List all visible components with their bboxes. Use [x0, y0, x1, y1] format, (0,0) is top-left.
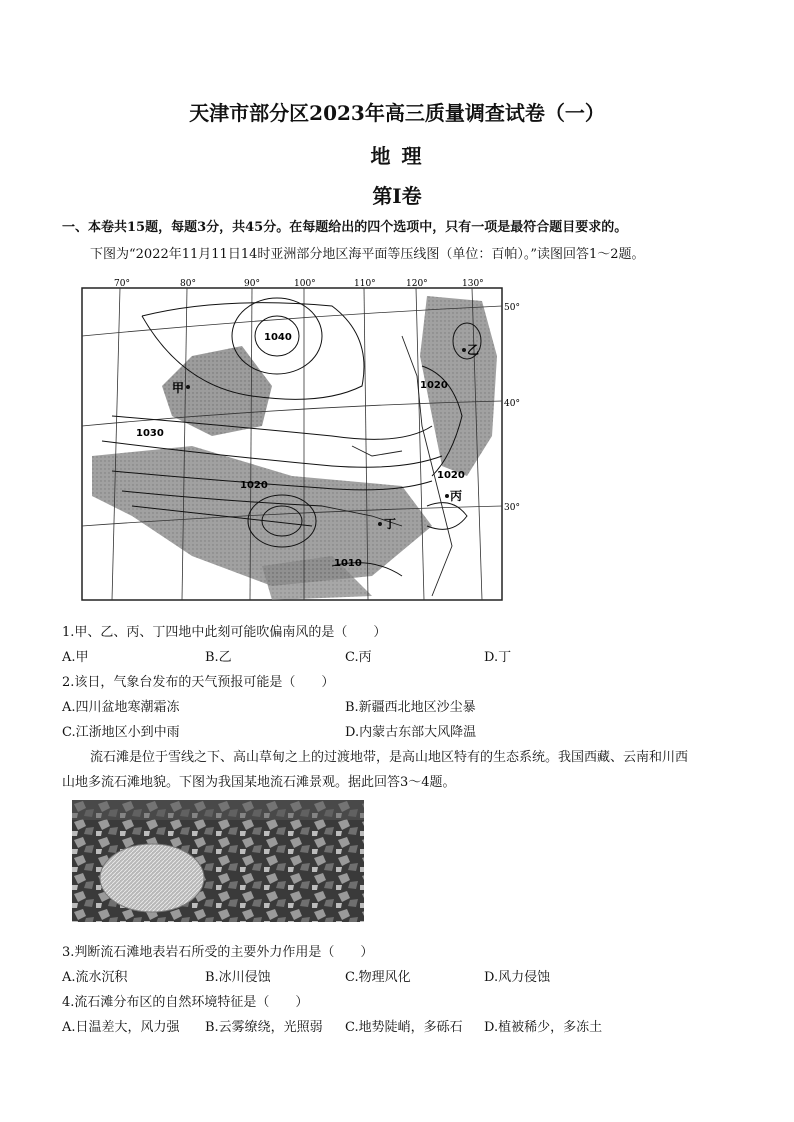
- scree-photo: [72, 800, 364, 922]
- place-marker: [445, 494, 449, 498]
- question-1-stem: 1.甲、乙、丙、丁四地中此刻可能吹偏南风的是（ ）: [62, 625, 387, 640]
- question-1-option-a[interactable]: A.甲: [62, 650, 89, 665]
- place-marker: [186, 385, 190, 389]
- question-4-option-a[interactable]: A.日温差大，风力强: [62, 1020, 180, 1035]
- question-2-option-a[interactable]: A.四川盆地寒潮霜冻: [62, 700, 180, 715]
- isobar-label: 1040: [264, 332, 292, 343]
- place-marker: [462, 348, 466, 352]
- place-label-bing: 丙: [450, 489, 463, 503]
- latitude-label: 30°: [504, 503, 520, 513]
- isobar-label: 1030: [136, 428, 164, 439]
- subject-title: 地 理: [370, 144, 424, 168]
- question-4-option-c[interactable]: C.地势陡峭，多砾石: [345, 1020, 463, 1035]
- question-1-option-b[interactable]: B.乙: [205, 650, 232, 665]
- latitude-label: 40°: [504, 399, 520, 409]
- longitude-label: 130°: [462, 279, 484, 289]
- longitude-label: 80°: [180, 279, 196, 289]
- question-3-option-b[interactable]: B.冰川侵蚀: [205, 970, 271, 985]
- question-4-stem: 4.流石滩分布区的自然环境特征是（ ）: [62, 995, 309, 1010]
- question-2-stem: 2.该日，气象台发布的天气预报可能是（ ）: [62, 675, 335, 690]
- section-instruction: 一、本卷共15题，每题3分，共45分。在每题给出的四个选项中，只有一项是最符合题目要求的。: [62, 220, 628, 235]
- longitude-label: 70°: [114, 279, 130, 289]
- question-2-option-b[interactable]: B.新疆西北地区沙尘暴: [345, 700, 476, 715]
- isobar-label: 1010: [334, 558, 362, 569]
- question-3-stem: 3.判断流石滩地表岩石所受的主要外力作用是（ ）: [62, 945, 374, 960]
- question-2-option-d[interactable]: D.内蒙古东部大风降温: [345, 725, 477, 740]
- map-intro: 下图为“2022年11月11日14时亚洲部分地区海平面等压线图（单位：百帕）。”读图回答1～2题。: [90, 247, 645, 262]
- isobar-label: 1020: [437, 470, 465, 481]
- volume-title: 第I卷: [372, 184, 422, 208]
- latitude-label: 50°: [504, 303, 520, 313]
- question-2-option-c[interactable]: C.江浙地区小到中雨: [62, 725, 180, 740]
- question-3-option-d[interactable]: D.风力侵蚀: [484, 970, 551, 985]
- passage-line-2: 山地多流石滩地貌。下图为我国某地流石滩景观。据此回答3～4题。: [62, 775, 456, 790]
- place-label-jia: 甲: [172, 381, 185, 395]
- question-4-option-d[interactable]: D.植被稀少，多冻土: [484, 1020, 603, 1035]
- place-marker: [378, 522, 382, 526]
- longitude-label: 100°: [294, 279, 316, 289]
- exam-title: 天津市部分区2023年高三质量调查试卷（一）: [189, 101, 605, 125]
- longitude-label: 120°: [406, 279, 428, 289]
- place-label-ding: 丁: [384, 517, 397, 531]
- question-1-option-d[interactable]: D.丁: [484, 650, 512, 665]
- isobar-label: 1020: [420, 380, 448, 391]
- isobar-label: 1020: [240, 480, 268, 491]
- question-1-option-c[interactable]: C.丙: [345, 650, 372, 665]
- longitude-label: 110°: [354, 279, 376, 289]
- question-3-option-a[interactable]: A.流水沉积: [62, 970, 128, 985]
- question-4-option-b[interactable]: B.云雾缭绕，光照弱: [205, 1020, 323, 1035]
- passage-line-1: 流石滩是位于雪线之下、高山草甸之上的过渡地带，是高山地区特有的生态系统。我国西藏、云南和川西: [90, 750, 689, 765]
- place-label-yi: 乙: [467, 343, 480, 357]
- longitude-label: 90°: [244, 279, 260, 289]
- question-3-option-c[interactable]: C.物理风化: [345, 970, 411, 985]
- photo-sky-band: [72, 800, 364, 820]
- isobar-map: [72, 276, 522, 606]
